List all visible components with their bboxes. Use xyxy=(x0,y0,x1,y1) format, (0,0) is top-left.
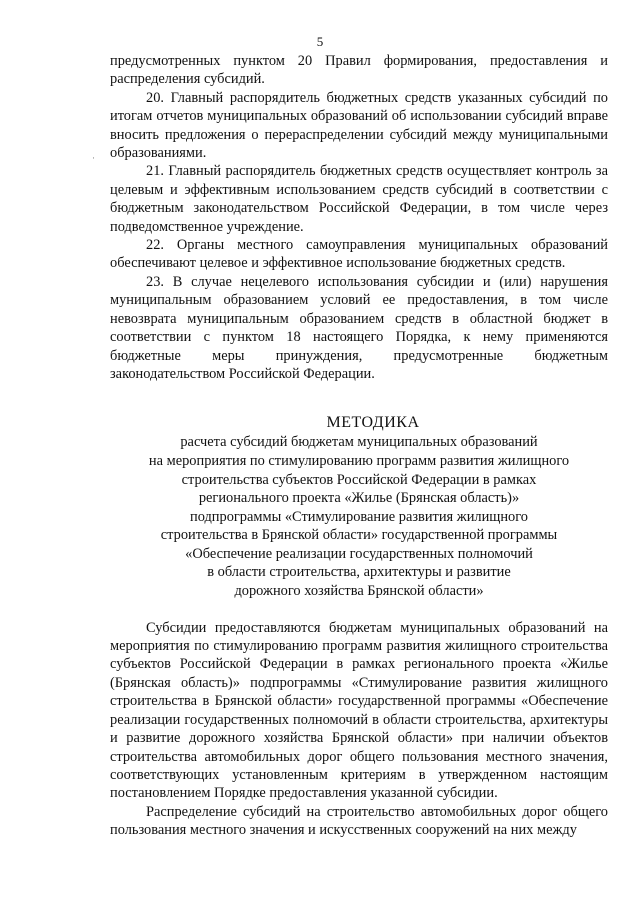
methodology-subtitle-line: расчета субсидий бюджетам муниципальных образований xyxy=(180,434,538,451)
document-body xyxy=(110,52,608,840)
paragraph-subsidies: Субсидии предоставляются бюджетам муниципальных образований на мероприятия по стимулированию программ развития жилищного строительства субъектов Российской Федерации в рамках регионального проекта «Жилье (Брянская область)» подпрограммы «Стимулирование развития жилищного строительства в Брянской области» государственной программы «Обеспечение реализации государственных полномочий в области строительства, архитектуры и развитие дорожного хозяйства Брянской области» при наличии объектов строительства автомобильных дорог общего пользования местного значения, соответствующих установленным критериям в утвержденном настоящим постановлением Порядке предоставления указанной субсидии. xyxy=(110,619,608,802)
paragraph-continuation: предусмотренных пунктом 20 Правил формирования, предоставления и распределения субсидий. xyxy=(110,53,608,88)
methodology-subtitle-line: строительства в Брянской области» государственной программы xyxy=(160,527,558,544)
methodology-subtitle-line: строительства субъектов Российской Федерации в рамках xyxy=(181,471,537,488)
methodology-subtitle-line: регионального проекта «Жилье (Брянская область)» xyxy=(198,490,520,507)
methodology-title: МЕТОДИКА xyxy=(326,414,420,432)
methodology-subtitle-line: дорожного хозяйства Брянской области» xyxy=(234,583,484,600)
paragraph-23: 23. В случае нецелевого использования субсидии и (или) нарушения муниципальным образованием условий ее предоставления, в том числе невозврата муниципальным образованием средств в областной бюджет в соответствии с пунктом 18 настоящего Порядка, к нему применяются бюджетные меры принуждения, предусмотренные бюджетным законодательством Российской Федерации. xyxy=(110,273,608,382)
methodology-subtitle-line: на мероприятия по стимулированию программ развития жилищного xyxy=(148,452,570,469)
methodology-subtitle-line: в области строительства, архитектуры и развитие xyxy=(207,564,511,581)
page-number: 5 xyxy=(316,34,324,49)
section-gap xyxy=(110,601,608,619)
paragraph-21: 21. Главный распорядитель бюджетных средств осуществляет контроль за целевым и эффективным использованием средств субсидий в соответствии с бюджетным законодательством Российской Федерации, в том числе через подведомственное учреждение. xyxy=(110,163,608,235)
paragraph-distribution: Распределение субсидий на строительство автомобильных дорог общего пользования местного значения и искусственных сооружений на них между xyxy=(110,803,608,839)
paragraph-22: 22. Органы местного самоуправления муниципальных образований обеспечивают целевое и эффективное использование бюджетных средств. xyxy=(110,237,608,272)
paragraph-20: 20. Главный распорядитель бюджетных средств указанных субсидий по итогам отчетов муниципальных образований об использовании субсидий вправе вносить предложения о перераспределении субсидий между муниципальными образованиями. xyxy=(110,89,608,162)
scan-speck: · xyxy=(92,153,95,163)
methodology-subtitle-line: подпрограммы «Стимулирование развития жилищного xyxy=(190,508,528,525)
methodology-heading xyxy=(110,413,608,600)
methodology-subtitle-line: «Обеспечение реализации государственных полномочий xyxy=(185,545,533,562)
